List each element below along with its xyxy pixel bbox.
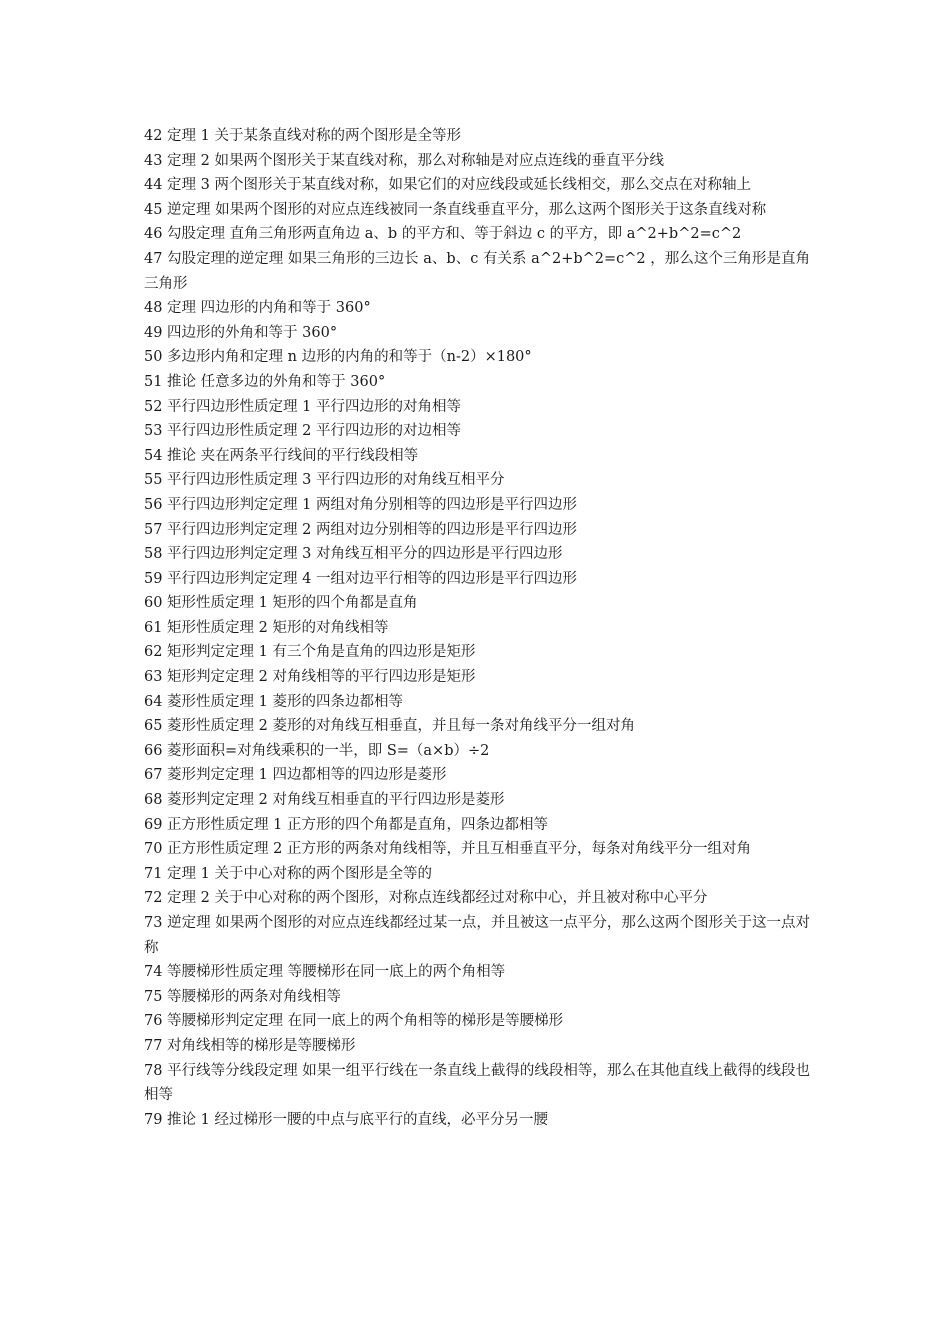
list-item: 48 定理 四边形的内角和等于 360° bbox=[144, 300, 371, 317]
list-item: 54 推论 夹在两条平行线间的平行线段相等 bbox=[144, 447, 419, 464]
list-item: 76 等腰梯形判定定理 在同一底上的两个角相等的梯形是等腰梯形 bbox=[144, 1013, 564, 1030]
list-item: 62 矩形判定定理 1 有三个角是直角的四边形是矩形 bbox=[144, 644, 476, 661]
list-item: 53 平行四边形性质定理 2 平行四边形的对边相等 bbox=[144, 423, 462, 440]
list-item: 52 平行四边形性质定理 1 平行四边形的对角相等 bbox=[144, 398, 462, 415]
list-item: 59 平行四边形判定定理 4 一组对边平行相等的四边形是平行四边形 bbox=[144, 570, 578, 587]
list-item: 74 等腰梯形性质定理 等腰梯形在同一底上的两个角相等 bbox=[144, 964, 506, 981]
list-item: 72 定理 2 关于中心对称的两个图形，对称点连线都经过对称中心，并且被对称中心平分 bbox=[144, 890, 708, 907]
list-item: 46 勾股定理 直角三角形两直角边 a、b 的平方和、等于斜边 c 的平方，即 a^2+b^2=c^2 bbox=[144, 226, 742, 243]
list-item: 66 菱形面积=对角线乘积的一半，即 S=（a×b）÷2 bbox=[144, 742, 490, 759]
list-item: 58 平行四边形判定定理 3 对角线互相平分的四边形是平行四边形 bbox=[144, 546, 563, 563]
list-item: 79 推论 1 经过梯形一腰的中点与底平行的直线，必平分另一腰 bbox=[144, 1111, 549, 1128]
list-item: 57 平行四边形判定定理 2 两组对边分别相等的四边形是平行四边形 bbox=[144, 521, 578, 538]
list-item: 69 正方形性质定理 1 正方形的四个角都是直角，四条边都相等 bbox=[144, 816, 549, 833]
list-item: 42 定理 1 关于某条直线对称的两个图形是全等形 bbox=[144, 128, 462, 144]
list-item: 60 矩形性质定理 1 矩形的四个角都是直角 bbox=[144, 595, 418, 612]
list-item: 55 平行四边形性质定理 3 平行四边形的对角线互相平分 bbox=[144, 472, 505, 489]
list-item: 56 平行四边形判定定理 1 两组对角分别相等的四边形是平行四边形 bbox=[144, 496, 578, 513]
list-item: 51 推论 任意多边的外角和等于 360° bbox=[144, 373, 386, 390]
list-item: 61 矩形性质定理 2 矩形的对角线相等 bbox=[144, 619, 389, 636]
list-item: 68 菱形判定定理 2 对角线互相垂直的平行四边形是菱形 bbox=[144, 792, 505, 809]
list-item: 64 菱形性质定理 1 菱形的四条边都相等 bbox=[144, 693, 404, 710]
list-item: 78 平行线等分线段定理 如果一组平行线在一条直线上截得的线段相等，那么在其他直线上截得的线段也相等 bbox=[144, 1062, 810, 1104]
list-item: 47 勾股定理的逆定理 如果三角形的三边长 a、b、c 有关系 a^2+b^2=c^2 ，那么这个三角形是直角三角形 bbox=[144, 250, 810, 292]
list-item: 43 定理 2 如果两个图形关于某直线对称，那么对称轴是对应点连线的垂直平分线 bbox=[144, 152, 665, 169]
list-item: 73 逆定理 如果两个图形的对应点连线都经过某一点，并且被这一点平分，那么这两个图形关于这一点对称 bbox=[144, 915, 810, 956]
list-item: 44 定理 3 两个图形关于某直线对称，如果它们的对应线段或延长线相交，那么交点在对称轴上 bbox=[144, 177, 751, 194]
list-item: 67 菱形判定定理 1 四边都相等的四边形是菱形 bbox=[144, 767, 447, 784]
list-item: 63 矩形判定定理 2 对角线相等的平行四边形是矩形 bbox=[144, 669, 476, 686]
list-item: 77 对角线相等的梯形是等腰梯形 bbox=[144, 1037, 356, 1054]
list-item: 45 逆定理 如果两个图形的对应点连线被同一条直线垂直平分，那么这两个图形关于这条直线对称 bbox=[144, 201, 767, 218]
list-item: 71 定理 1 关于中心对称的两个图形是全等的 bbox=[144, 865, 433, 882]
list-item: 49 四边形的外角和等于 360° bbox=[144, 324, 338, 341]
list-item: 50 多边形内角和定理 n 边形的内角的和等于（n-2）×180° bbox=[144, 349, 532, 366]
list-item: 70 正方形性质定理 2 正方形的两条对角线相等，并且互相垂直平分，每条对角线平分一组对角 bbox=[144, 841, 751, 858]
list-item: 65 菱形性质定理 2 菱形的对角线互相垂直，并且每一条对角线平分一组对角 bbox=[144, 718, 636, 735]
list-item: 75 等腰梯形的两条对角线相等 bbox=[144, 988, 342, 1005]
theorem-list bbox=[144, 124, 810, 1132]
